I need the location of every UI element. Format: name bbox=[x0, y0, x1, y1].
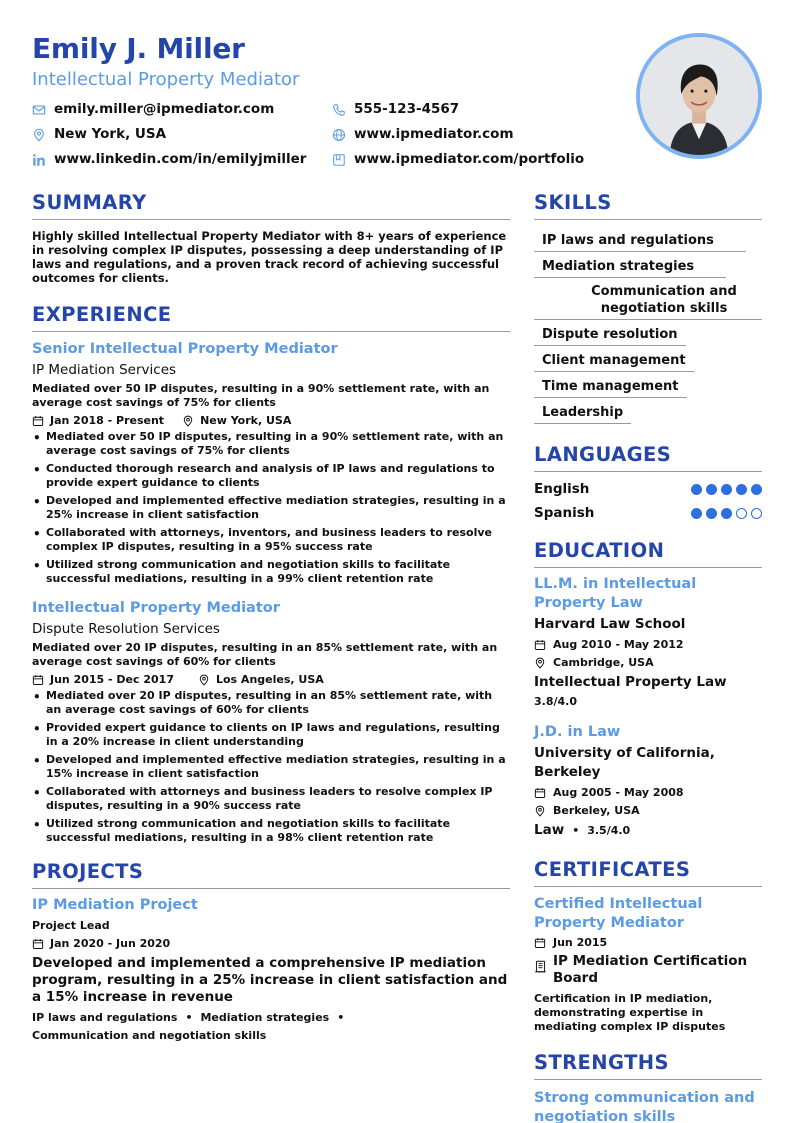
proficiency-dot-filled bbox=[736, 484, 747, 495]
experience-entry bbox=[32, 598, 510, 845]
job-description: Mediated over 20 IP disputes, resulting in an 85% settlement rate, with an average cost savings of 60% for clients bbox=[32, 641, 498, 668]
bullet-item: • Provided expert guidance to clients on IP laws and regulations, resulting in a 20% increase in client understanding bbox=[32, 721, 510, 749]
contact-location bbox=[32, 125, 332, 144]
degree-title: J.D. in Law bbox=[534, 724, 621, 740]
linkedin-text: www.linkedin.com/in/emilyjmiller bbox=[54, 151, 307, 167]
language-name: Spanish bbox=[534, 505, 595, 521]
field-of-study: Intellectual Property Law bbox=[534, 674, 727, 690]
location-pin-icon bbox=[198, 674, 210, 686]
right-column bbox=[534, 190, 762, 1123]
profile-photo bbox=[636, 33, 762, 159]
experience-heading: EXPERIENCE bbox=[32, 302, 510, 332]
bullet-item: • Collaborated with attorneys, inventors, and business leaders to resolve complex IP disputes, resulting in a 95% success rate bbox=[32, 526, 510, 554]
calendar-icon bbox=[534, 937, 546, 949]
projects-heading: PROJECTS bbox=[32, 859, 510, 889]
skill-item: Time management bbox=[534, 376, 687, 398]
calendar-icon bbox=[32, 415, 44, 427]
field-and-gpa: Law • 3.5/4.0 bbox=[534, 822, 631, 838]
job-dates: Jan 2018 - Present bbox=[50, 414, 165, 427]
globe-icon bbox=[332, 128, 346, 142]
education-entry bbox=[534, 575, 762, 709]
bullet-item: • Developed and implemented effective mediation strategies, resulting in a 15% increase in client satisfaction bbox=[32, 753, 510, 781]
proficiency-dot-empty bbox=[736, 508, 747, 519]
certificate-entry bbox=[534, 895, 762, 1034]
job-description: Mediated over 50 IP disputes, resulting in a 90% settlement rate, with an average cost savings of 75% for clients bbox=[32, 382, 490, 409]
education-location bbox=[534, 804, 762, 818]
email-icon bbox=[32, 103, 46, 117]
company-name: IP Mediation Services bbox=[32, 362, 177, 378]
certificate-issuer bbox=[534, 953, 762, 987]
calendar-icon bbox=[32, 938, 44, 950]
job-title: Intellectual Property Mediator bbox=[32, 600, 280, 616]
portfolio-text: www.ipmediator.com/portfolio bbox=[354, 151, 585, 167]
email-text: emily.miller@ipmediator.com bbox=[54, 101, 275, 117]
proficiency-dot-filled bbox=[706, 508, 717, 519]
bullet-item: • Collaborated with attorneys and business leaders to resolve complex IP disputes, resulting in a 90% success rate bbox=[32, 785, 510, 813]
skill-item: Client management bbox=[534, 350, 694, 372]
field-of-study: Law bbox=[534, 822, 565, 838]
school-name: Harvard Law School bbox=[534, 616, 686, 632]
project-tags: IP laws and regulations • Mediation strategies • Communication and negotiation skills bbox=[32, 1011, 345, 1042]
bullet-item: • Utilized strong communication and negotiation skills to facilitate successful mediations, resulting in a 99% client retention rate bbox=[32, 558, 510, 586]
location-pin-icon bbox=[182, 415, 194, 427]
phone-icon bbox=[332, 103, 346, 117]
education-heading: EDUCATION bbox=[534, 538, 762, 568]
project-description: Developed and implemented a comprehensive IP mediation program, resulting in a 25% increase in client satisfaction and a 15% increase in revenue bbox=[32, 955, 508, 1005]
job-meta bbox=[32, 414, 510, 428]
summary-text: Highly skilled Intellectual Property Mediator with 8+ years of experience in resolving complex IP disputes, possessing a deep understanding of IP laws and regulations, and a proven track record of achieving successful outcomes for clients. bbox=[32, 229, 507, 285]
education-location bbox=[534, 656, 762, 670]
profile-portrait-icon bbox=[640, 37, 758, 155]
skill-item: Communication and negotiation skills bbox=[534, 281, 762, 320]
degree-title: LL.M. in Intellectual Property Law bbox=[534, 576, 697, 611]
job-title: Senior Intellectual Property Mediator bbox=[32, 341, 338, 357]
calendar-icon bbox=[534, 787, 546, 799]
project-entry bbox=[32, 896, 510, 1045]
proficiency-dot-empty bbox=[751, 508, 762, 519]
bullet-item: • Mediated over 20 IP disputes, resulting in an 85% settlement rate, with an average cost savings of 60% for clients bbox=[32, 689, 510, 717]
linkedin-icon bbox=[32, 153, 46, 167]
language-row bbox=[534, 504, 762, 522]
skill-item: IP laws and regulations bbox=[534, 230, 746, 252]
skill-item: Mediation strategies bbox=[534, 256, 726, 278]
bullet-item: • Conducted thorough research and analysis of IP laws and regulations to provide expert guidance to clients bbox=[32, 462, 510, 490]
skill-item: Leadership bbox=[534, 402, 631, 424]
proficiency-dot-filled bbox=[706, 484, 717, 495]
strengths-heading: STRENGTHS bbox=[534, 1050, 762, 1080]
education-location-text: Cambridge, USA bbox=[553, 656, 654, 669]
location-pin-icon bbox=[32, 128, 46, 142]
proficiency-dot-filled bbox=[691, 484, 702, 495]
job-dates: Jun 2015 - Dec 2017 bbox=[50, 673, 174, 686]
skill-item: Dispute resolution bbox=[534, 324, 686, 346]
job-location: New York, USA bbox=[200, 414, 292, 427]
language-level bbox=[687, 484, 762, 495]
certificate-issuer-text: IP Mediation Certification Board bbox=[553, 953, 748, 986]
job-location: Los Angeles, USA bbox=[215, 673, 324, 686]
bullet-item: • Mediated over 50 IP disputes, resulting in a 90% settlement rate, with an average cost savings of 75% for clients bbox=[32, 430, 510, 458]
skills-heading: SKILLS bbox=[534, 190, 762, 220]
website-text: www.ipmediator.com bbox=[354, 126, 514, 142]
job-bullets bbox=[32, 689, 510, 845]
contact-phone[interactable] bbox=[332, 100, 632, 119]
contact-email[interactable] bbox=[32, 100, 332, 119]
language-name: English bbox=[534, 481, 590, 497]
resume-header bbox=[32, 0, 762, 180]
skills-list bbox=[534, 229, 762, 427]
school-name: University of California, Berkeley bbox=[534, 745, 715, 780]
proficiency-dot-filled bbox=[721, 508, 732, 519]
experience-entry bbox=[32, 339, 510, 586]
proficiency-dot-filled bbox=[751, 484, 762, 495]
proficiency-dot-filled bbox=[721, 484, 732, 495]
education-entry bbox=[534, 723, 762, 840]
education-dates-text: Aug 2005 - May 2008 bbox=[553, 786, 684, 799]
institution-icon bbox=[534, 960, 547, 973]
education-dates-text: Aug 2010 - May 2012 bbox=[553, 638, 684, 651]
education-dates bbox=[534, 786, 762, 800]
proficiency-dot-filled bbox=[691, 508, 702, 519]
certificates-heading: CERTIFICATES bbox=[534, 857, 762, 887]
location-pin-icon bbox=[534, 805, 546, 817]
certificate-date bbox=[534, 936, 762, 950]
certificate-description: Certification in IP mediation, demonstrating expertise in mediating complex IP disputes bbox=[534, 992, 726, 1033]
contact-portfolio[interactable] bbox=[332, 150, 632, 169]
certificate-title: Certified Intellectual Property Mediator bbox=[534, 896, 703, 931]
project-title: IP Mediation Project bbox=[32, 897, 198, 913]
strength-item: Strong communication and negotiation skills bbox=[534, 1090, 755, 1123]
project-role: Project Lead bbox=[32, 919, 110, 932]
candidate-name: Emily J. Miller bbox=[32, 32, 245, 65]
language-level bbox=[687, 508, 762, 519]
gpa: 3.5/4.0 bbox=[587, 823, 631, 837]
location-text: New York, USA bbox=[54, 126, 167, 142]
job-meta bbox=[32, 673, 510, 687]
project-meta bbox=[32, 937, 510, 951]
calendar-icon bbox=[32, 674, 44, 686]
portfolio-icon bbox=[332, 153, 346, 167]
phone-text: 555-123-4567 bbox=[354, 101, 460, 117]
education-location-text: Berkeley, USA bbox=[553, 804, 640, 817]
company-name: Dispute Resolution Services bbox=[32, 621, 220, 637]
project-tag: Mediation strategies bbox=[200, 1011, 330, 1024]
summary-heading: SUMMARY bbox=[32, 190, 510, 220]
bullet-item: • Developed and implemented effective mediation strategies, resulting in a 25% increase in client satisfaction bbox=[32, 494, 510, 522]
calendar-icon bbox=[534, 639, 546, 651]
job-bullets bbox=[32, 430, 510, 586]
project-tag: Communication and negotiation skills bbox=[32, 1029, 267, 1042]
candidate-title: Intellectual Property Mediator bbox=[32, 69, 300, 90]
location-pin-icon bbox=[534, 657, 546, 669]
education-dates bbox=[534, 638, 762, 652]
bullet-item: • Utilized strong communication and negotiation skills to facilitate successful mediations, resulting in a 98% client retention rate bbox=[32, 817, 510, 845]
project-tag: IP laws and regulations bbox=[32, 1011, 178, 1024]
contact-website[interactable] bbox=[332, 125, 632, 144]
language-row bbox=[534, 480, 762, 498]
contact-linkedin[interactable] bbox=[32, 150, 332, 169]
languages-heading: LANGUAGES bbox=[534, 442, 762, 472]
gpa: 3.8/4.0 bbox=[534, 695, 577, 708]
certificate-date-text: Jun 2015 bbox=[553, 936, 608, 949]
project-dates: Jan 2020 - Jun 2020 bbox=[50, 937, 171, 950]
left-column bbox=[32, 190, 510, 1045]
